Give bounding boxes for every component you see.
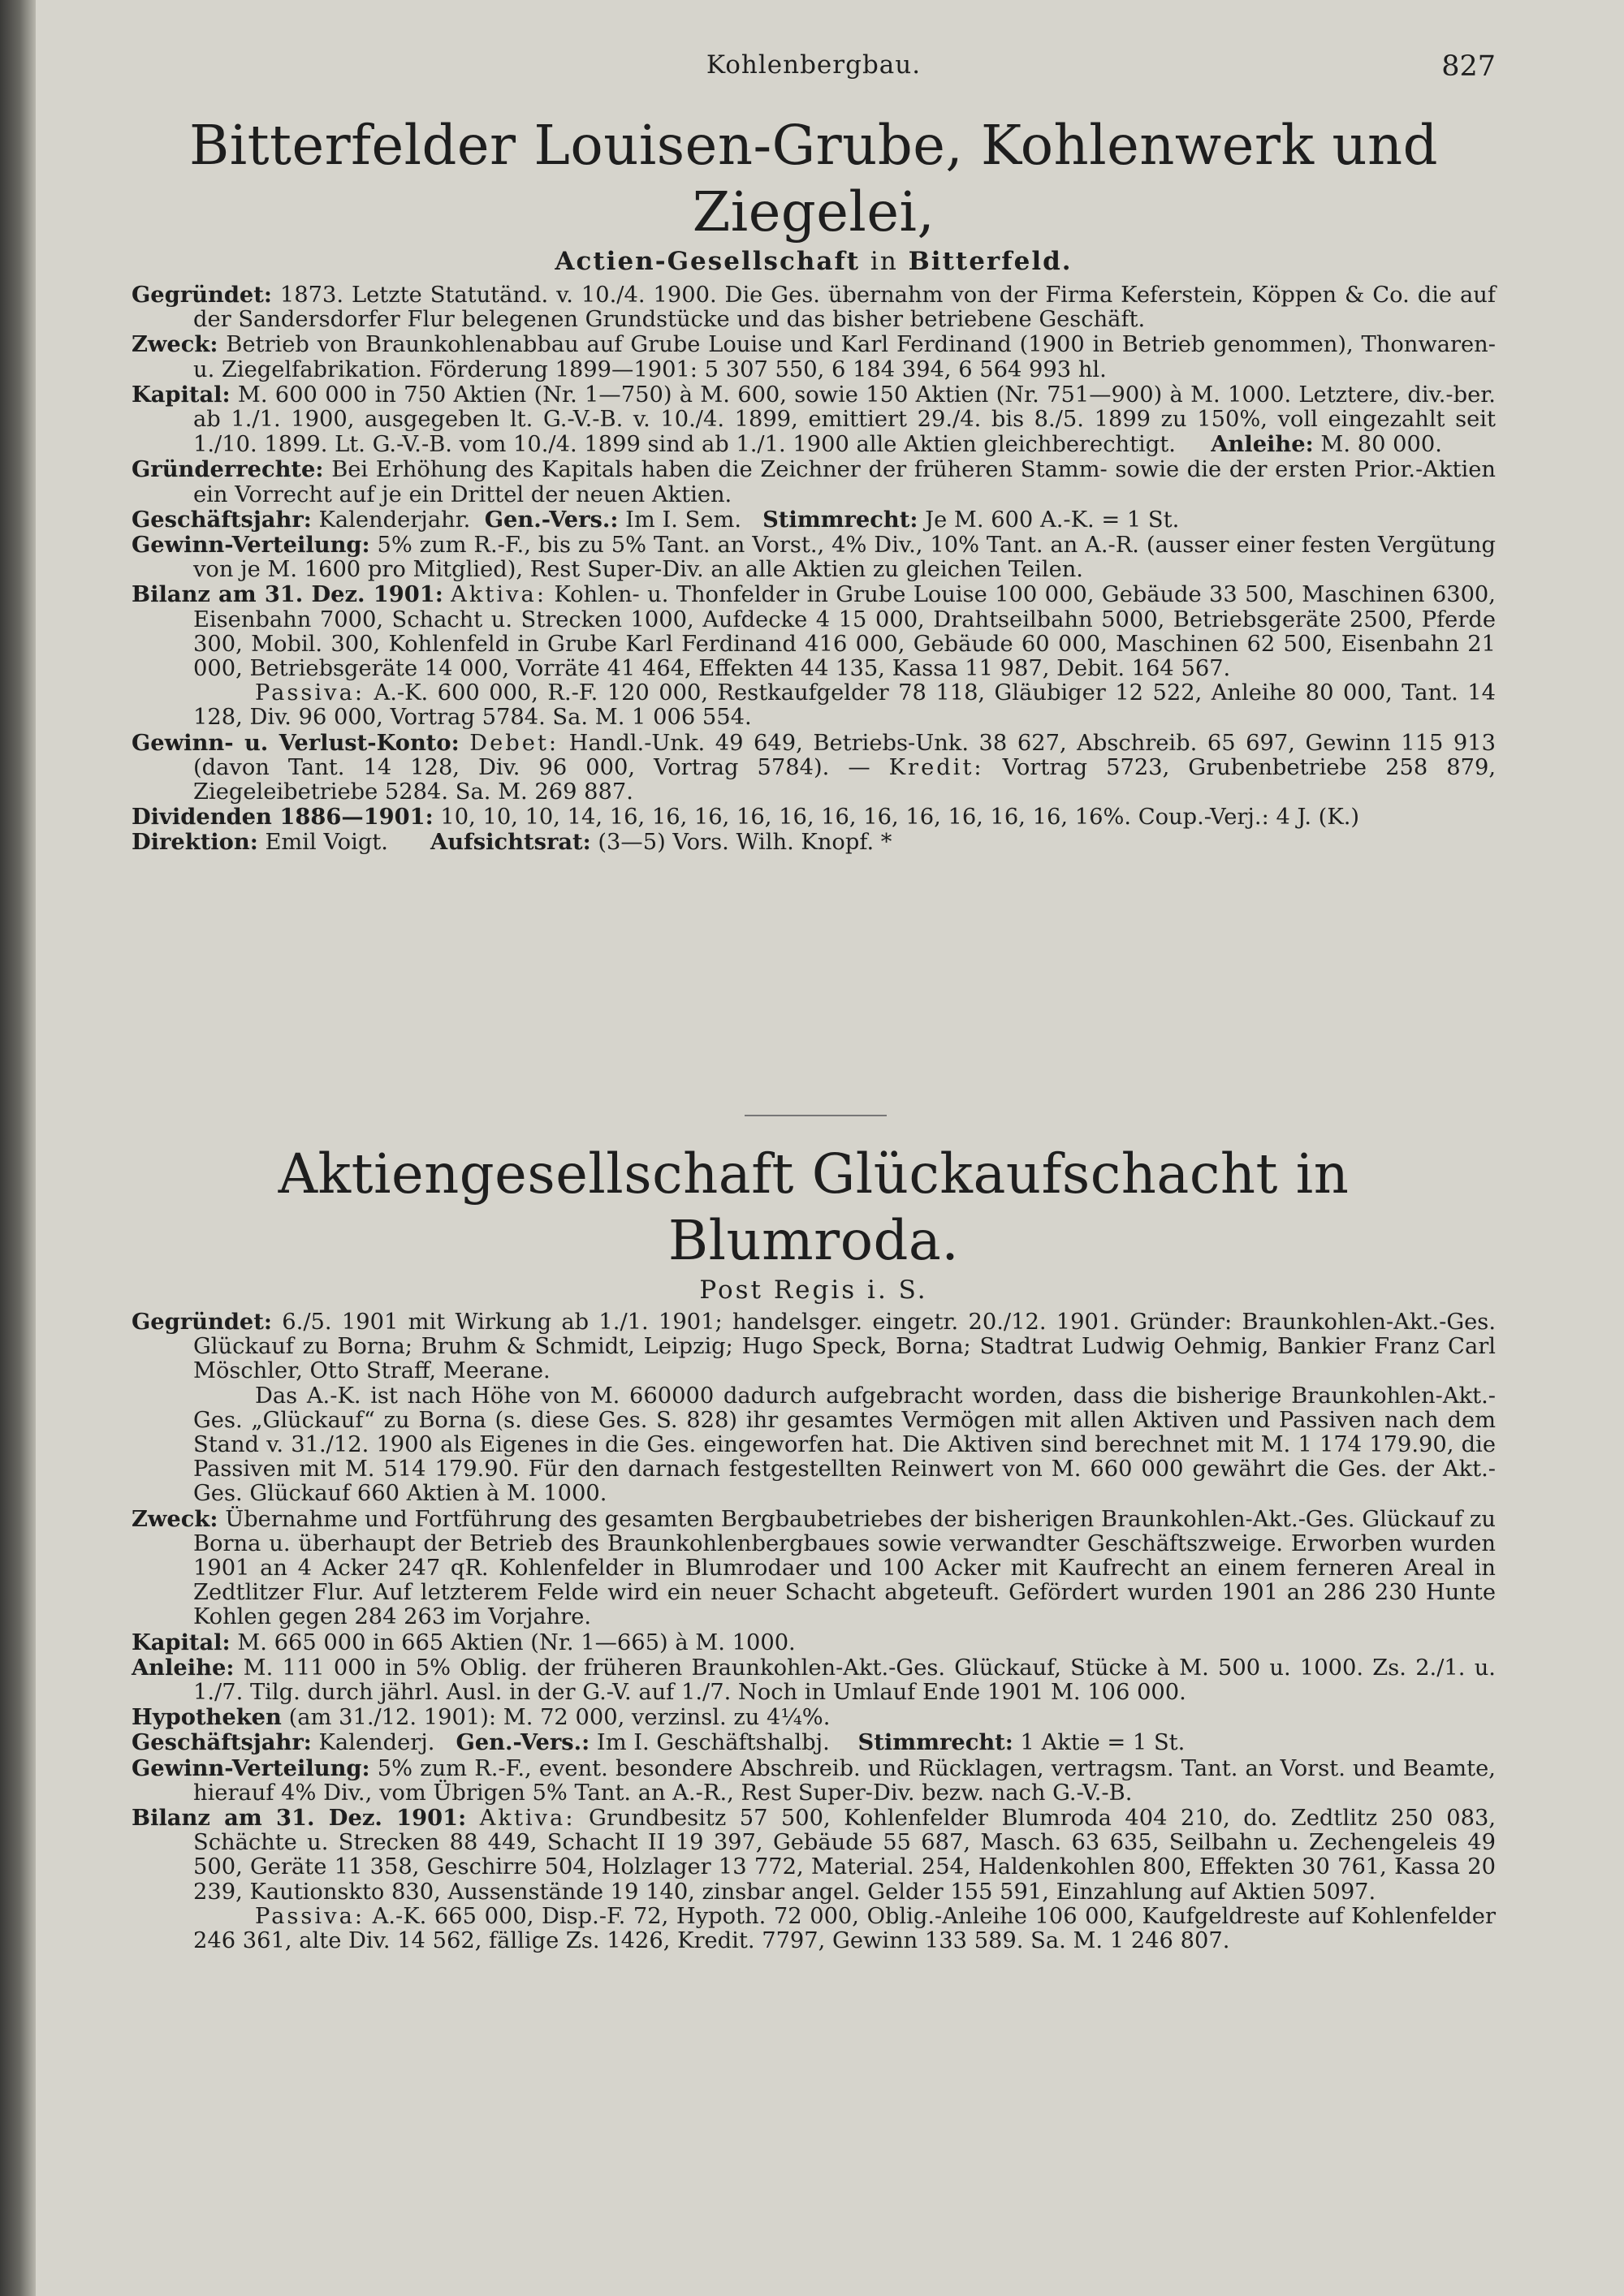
running-head <box>132 50 1496 89</box>
text-aktiva: Kohlen- u. Thonfelder in Grube Louise 100 000, Gebäude 33 500, Maschinen 6300, Eisenbahn 7000, Schacht u. Strecken 1000, Aufdecke 4 15 000, Drahtseilbahn 5000, Betriebsgeräte 2500, Pferde 300, Mobil. 300, Kohlenfeld in Grube Karl Ferdinand 416 000, Gebäude 60 000, Maschinen 62 500, Eisenbahn 21 000, Betriebsgeräte 14 000, Vorräte 41 464, Effekten 44 135, Kassa 11 987, Debit. 164 567. <box>193 582 1496 682</box>
label-gen-vers: Gen.-Vers.: <box>484 506 619 533</box>
label-kredit: Kredit: <box>888 754 984 780</box>
label-passiva: Passiva: <box>255 1903 365 1929</box>
text-kapital: M. 665 000 in 665 Aktien (Nr. 1—665) à M. 1000. <box>237 1629 796 1655</box>
entry-geschaeftsjahr <box>132 1730 1496 1755</box>
entry-geschaeftsjahr <box>132 507 1496 533</box>
text-gewinn-verteilung: 5% zum R.-F., bis zu 5% Tant. an Vorst., 4% Div., 10% Tant. an A.-R. (ausser einer festen Vergütung von je M. 1600 pro Mitglied), Rest Super-Div. an alle Aktien zu gleichen Teilen. <box>193 533 1496 583</box>
label-debet: Debet: <box>469 730 559 756</box>
text-passiva: A.-K. 600 000, R.-F. 120 000, Restkaufgelder 78 118, Gläubiger 12 522, Anleihe 80 000, Tant. 14 128, Div. 96 000, Vortrag 5784. Sa. M. 1 006 554. <box>193 680 1496 731</box>
entry-anleihe <box>132 1655 1496 1705</box>
label-anleihe: Anleihe: <box>132 1654 235 1681</box>
label-bilanz: Bilanz am 31. Dez. 1901: <box>132 581 443 608</box>
text-direktion: Emil Voigt. <box>265 830 388 856</box>
entry-zweck <box>132 1507 1496 1630</box>
entry-direktion <box>132 830 1496 855</box>
text-aufsichtsrat: (3—5) Vors. Wilh. Knopf. * <box>598 830 892 856</box>
entry-gewinn-verteilung <box>132 1756 1496 1806</box>
text-anleihe: M. 111 000 in 5% Oblig. der früheren Braunkohlen-Akt.-Ges. Glückauf, Stücke à M. 500 u. 1000. Zs. 2./1. u. 1./7. Tilg. durch jährl. Ausl. in der G.-V. auf 1./7. Noch in Umlauf Ende 1901 M. 106 000. <box>193 1655 1496 1706</box>
text-stimmrecht: 1 Aktie = 1 St. <box>1020 1730 1186 1756</box>
company-title: Bitterfelder Louisen-Grube, Kohlenwerk und Ziegelei, <box>188 114 1439 244</box>
entry-gegruendet <box>132 283 1496 332</box>
text-gegruendet: 1873. Letzte Statutänd. v. 10./4. 1900. Die Ges. übernahm von der Firma Keferstein, Köppen & Co. die auf der Sandersdorfer Flur belegenen Grundstücke und das bisher betriebene Geschäft. <box>193 283 1496 333</box>
entry-gewinn-verteilung <box>132 533 1496 582</box>
text-gruenderrechte: Bei Erhöhung des Kapitals haben die Zeichner der früheren Stamm- sowie die der ersten Prior.-Aktien ein Vorrecht auf je ein Drittel der neuen Aktien. <box>193 457 1496 507</box>
label-geschaeftsjahr: Geschäftsjahr: <box>132 1729 312 1756</box>
text-gegruendet: 6./5. 1901 mit Wirkung ab 1./1. 1901; handelsger. eingetr. 20./12. 1901. Gründer: Braunkohlen-Akt.-Ges. Glückauf zu Borna; Bruhm & Schmidt, Leipzig; Hugo Speck, Borna; Stadtrat Ludwig Oehmig, Bankier Franz Carl Möschler, Otto Straff, Meerane. <box>193 1310 1496 1384</box>
entry-hypotheken <box>132 1705 1496 1730</box>
label-kapital: Kapital: <box>132 381 231 408</box>
entry-bilanz <box>132 1806 1496 1905</box>
label-gen-vers: Gen.-Vers.: <box>456 1729 590 1756</box>
company-entry-glueckaufschacht <box>132 1141 1496 1953</box>
company-entry-bitterfelder <box>132 112 1496 856</box>
page-edge-shadow <box>0 0 36 2296</box>
label-anleihe: Anleihe: <box>1211 431 1314 458</box>
entry-passiva <box>132 1905 1496 1953</box>
company-city: Bitterfeld. <box>908 247 1073 276</box>
text-aktiva: Grundbesitz 57 500, Kohlenfelder Blumroda 404 210, do. Zedtlitz 250 083, Schächte u. Strecken 88 449, Schacht II 19 397, Gebäude 55 687, Masch. 63 635, Seilbahn u. Zechengeleis 49 500, Geräte 11 358, Geschirre 504, Holzlager 13 772, Material. 254, Haldenkohlen 800, Effekten 30 761, Kassa 20 239, Kautionskto 830, Aussenstände 19 140, zinsbar angel. Gelder 155 591, Einzahlung auf Aktien 5097. <box>193 1806 1497 1905</box>
entry-zweck <box>132 332 1496 382</box>
entry-passiva <box>132 681 1496 730</box>
text-zweck: Betrieb von Braunkohlenabbau auf Grube Louise und Karl Ferdinand (1900 in Betrieb genommen), Thonwaren- u. Ziegelfabrikation. Förderung 1899—1901: 5 307 550, 6 184 394, 6 564 993 hl. <box>193 332 1496 382</box>
company-legal-form: Actien-Gesellschaft <box>555 247 861 276</box>
entry-kapital <box>132 382 1496 458</box>
label-passiva: Passiva: <box>255 680 365 706</box>
label-bilanz: Bilanz am 31. Dez. 1901: <box>132 1805 467 1832</box>
text-dividenden: 10, 10, 10, 14, 16, 16, 16, 16, 16, 16, 16, 16, 16, 16, 16, 16%. Coup.-Verj.: 4 J. (K.) <box>440 805 1360 831</box>
text-gen-vers: Im I. Sem. <box>625 507 742 533</box>
text-passiva: A.-K. 665 000, Disp.-F. 72, Hypoth. 72 000, Oblig.-Anleihe 106 000, Kaufgeldreste auf Kohlenfelder 246 361, alte Div. 14 562, fällige Zs. 1426, Kredit. 7797, Gewinn 133 589. Sa. M. 1 246 807. <box>193 1903 1496 1954</box>
page-number: 827 <box>1441 50 1496 83</box>
label-gewinn-verteilung: Gewinn-Verteilung: <box>132 532 370 559</box>
company-title: Aktiengesellschaft Glückaufschacht in Blumroda. <box>278 1142 1350 1272</box>
running-head-title: Kohlenbergbau. <box>706 50 922 80</box>
entry-gewinn-verlust <box>132 731 1496 805</box>
text-anleihe: M. 80 000. <box>1320 432 1442 458</box>
label-gegruendet: Gegründet: <box>132 1309 272 1335</box>
label-aktiva: Aktiva: <box>451 582 547 608</box>
text-zweck: Übernahme und Fortführung des gesamten Bergbaubetriebes der bisherigen Braunkohlen-Akt.-Ges. Glückauf zu Borna u. überhaupt der Betrieb des Braunkohlenbergbaues sowie verwandter Geschäftszweige. Erworben wurden 1901 an 4 Acker 247 qR. Kohlenfelder in Blumrodaer und 100 Acker mit Kaufrecht an einem ferneren Areal in Zedtlitzer Flur. Auf letzterem Felde wird ein neuer Schacht abgeteuft. Gefördert wurden 1901 an 286 230 Hunte Kohlen gegen 284 263 im Vorjahre. <box>193 1506 1496 1630</box>
text-geschaeftsjahr: Kalenderj. <box>318 1730 435 1756</box>
text-hypotheken: (am 31./12. 1901): M. 72 000, verzinsl. zu 4¼%. <box>288 1705 831 1731</box>
label-geschaeftsjahr: Geschäftsjahr: <box>132 506 312 533</box>
company-subtitle <box>132 245 1496 278</box>
entry-gegruendet-paragraph: Das A.-K. ist nach Höhe von M. 660000 dadurch aufgebracht worden, dass die bisherige Braunkohlen-Akt.-Ges. „Glückauf“ zu Borna (s. diese Ges. S. 828) ihr gesamtes Vermögen mit allen Aktiven und Passiven nach dem Stand v. 31./12. 1900 als Eigenes in die Ges. eingeworfen hat. Die Aktiven sind berechnet mit M. 1 174 179.90, die Passiven mit M. 514 179.90. Für den darnach festgestellten Reinwert von M. 660 000 gewährt die Ges. der Akt.-Ges. Glückauf 660 Aktien à M. 1000. <box>193 1383 1496 1507</box>
entry-dividenden <box>132 805 1496 830</box>
label-aufsichtsrat: Aufsichtsrat: <box>430 829 591 856</box>
label-aktiva: Aktiva: <box>479 1806 576 1832</box>
text-gen-vers: Im I. Geschäftshalbj. <box>596 1730 830 1756</box>
entry-gegruendet <box>132 1310 1496 1384</box>
label-kapital: Kapital: <box>132 1629 231 1655</box>
label-gegruendet: Gegründet: <box>132 282 272 308</box>
text-geschaeftsjahr: Kalenderjahr. <box>318 507 471 533</box>
label-gewinn-verlust: Gewinn- u. Verlust-Konto: <box>132 729 460 756</box>
company-subtitle: Post Regis i. S. <box>699 1275 928 1305</box>
entry-gruenderrechte <box>132 457 1496 507</box>
subtitle-in: in <box>870 247 898 276</box>
section-divider <box>745 1115 887 1116</box>
entry-kapital <box>132 1630 1496 1655</box>
text-debet: Handl.-Unk. 49 649, Betriebs-Unk. 38 627, Abschreib. 65 697, Gewinn 115 913 (davon Tant. 14 128, Div. 96 000, Vortrag 5784). — <box>193 730 1496 780</box>
label-dividenden: Dividenden 1886—1901: <box>132 804 434 831</box>
label-stimmrecht: Stimmrecht: <box>762 506 918 533</box>
label-direktion: Direktion: <box>132 829 258 856</box>
text-gewinn-verteilung: 5% zum R.-F., event. besondere Abschreib. und Rücklagen, vertragsm. Tant. an Vorst. und Beamte, hierauf 4% Div., vom Übrigen 5% Tant. an A.-R., Rest Super-Div. bezw. nach G.-V.-B. <box>193 1755 1496 1806</box>
label-stimmrecht: Stimmrecht: <box>857 1729 1013 1756</box>
entry-bilanz <box>132 582 1496 681</box>
label-gruenderrechte: Gründerrechte: <box>132 456 324 483</box>
label-zweck: Zweck: <box>132 1505 218 1532</box>
label-hypotheken: Hypotheken <box>132 1704 282 1731</box>
text-stimmrecht: Je M. 600 A.-K. = 1 St. <box>925 507 1180 533</box>
text-kredit: Vortrag 5723, Grubenbetriebe 258 879, Ziegeleibetriebe 5284. Sa. M. 269 887. <box>193 754 1497 805</box>
label-zweck: Zweck: <box>132 331 218 358</box>
text-kapital: M. 600 000 in 750 Aktien (Nr. 1—750) à M. 600, sowie 150 Aktien (Nr. 751—900) à M. 1000. Letztere, div.-ber. ab 1./1. 1900, ausgegeben lt. G.-V.-B. v. 10./4. 1899, emittiert 29./4. bis 8./5. 1899 zu 150%, voll eingezahlt seit 1./10. 1899. Lt. G.-V.-B. vom 10./4. 1899 sind ab 1./1. 1900 alle Aktien gleichberechtigt. <box>193 382 1496 458</box>
label-gewinn-verteilung: Gewinn-Verteilung: <box>132 1754 370 1781</box>
